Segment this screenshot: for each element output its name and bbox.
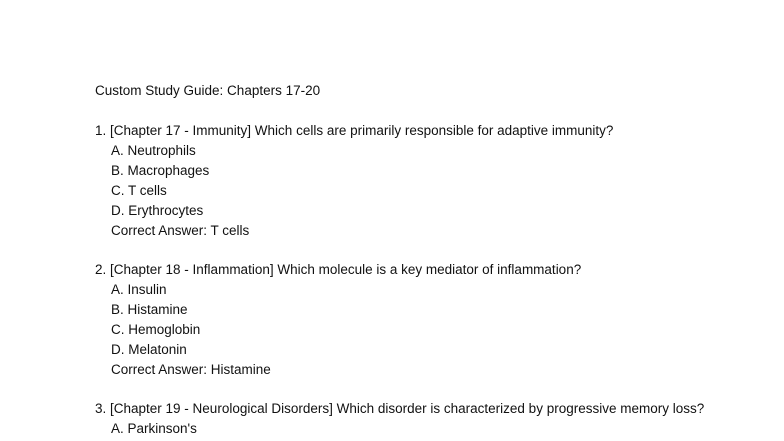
option-b: B. Macrophages	[111, 163, 210, 178]
option-a: A. Neutrophils	[111, 143, 196, 158]
answer-options	[95, 419, 704, 439]
question-text: 2. [Chapter 18 - Inflammation] Which molecule is a key mediator of inflammation?	[95, 262, 582, 277]
option-b: B. Histamine	[111, 302, 188, 317]
question-text: 1. [Chapter 17 - Immunity] Which cells are primarily responsible for adaptive immunity?	[95, 123, 614, 138]
correct-answer: Correct Answer: Histamine	[111, 362, 271, 377]
option-a: A. Parkinson's	[111, 421, 197, 436]
question-text: 3. [Chapter 19 - Neurological Disorders] Which disorder is characterized by progressive memory loss?	[95, 401, 705, 416]
page-title: Custom Study Guide: Chapters 17-20	[95, 83, 321, 98]
question-1	[95, 121, 613, 241]
option-a: A. Insulin	[111, 282, 167, 297]
question-2	[95, 260, 581, 380]
answer-options	[95, 141, 613, 221]
question-3	[95, 399, 704, 439]
correct-answer: Correct Answer: T cells	[111, 223, 250, 238]
option-c: C. Hemoglobin	[111, 322, 201, 337]
answer-options	[95, 280, 581, 360]
option-d: D. Melatonin	[111, 342, 187, 357]
option-d: D. Erythrocytes	[111, 203, 204, 218]
option-c: C. T cells	[111, 183, 167, 198]
